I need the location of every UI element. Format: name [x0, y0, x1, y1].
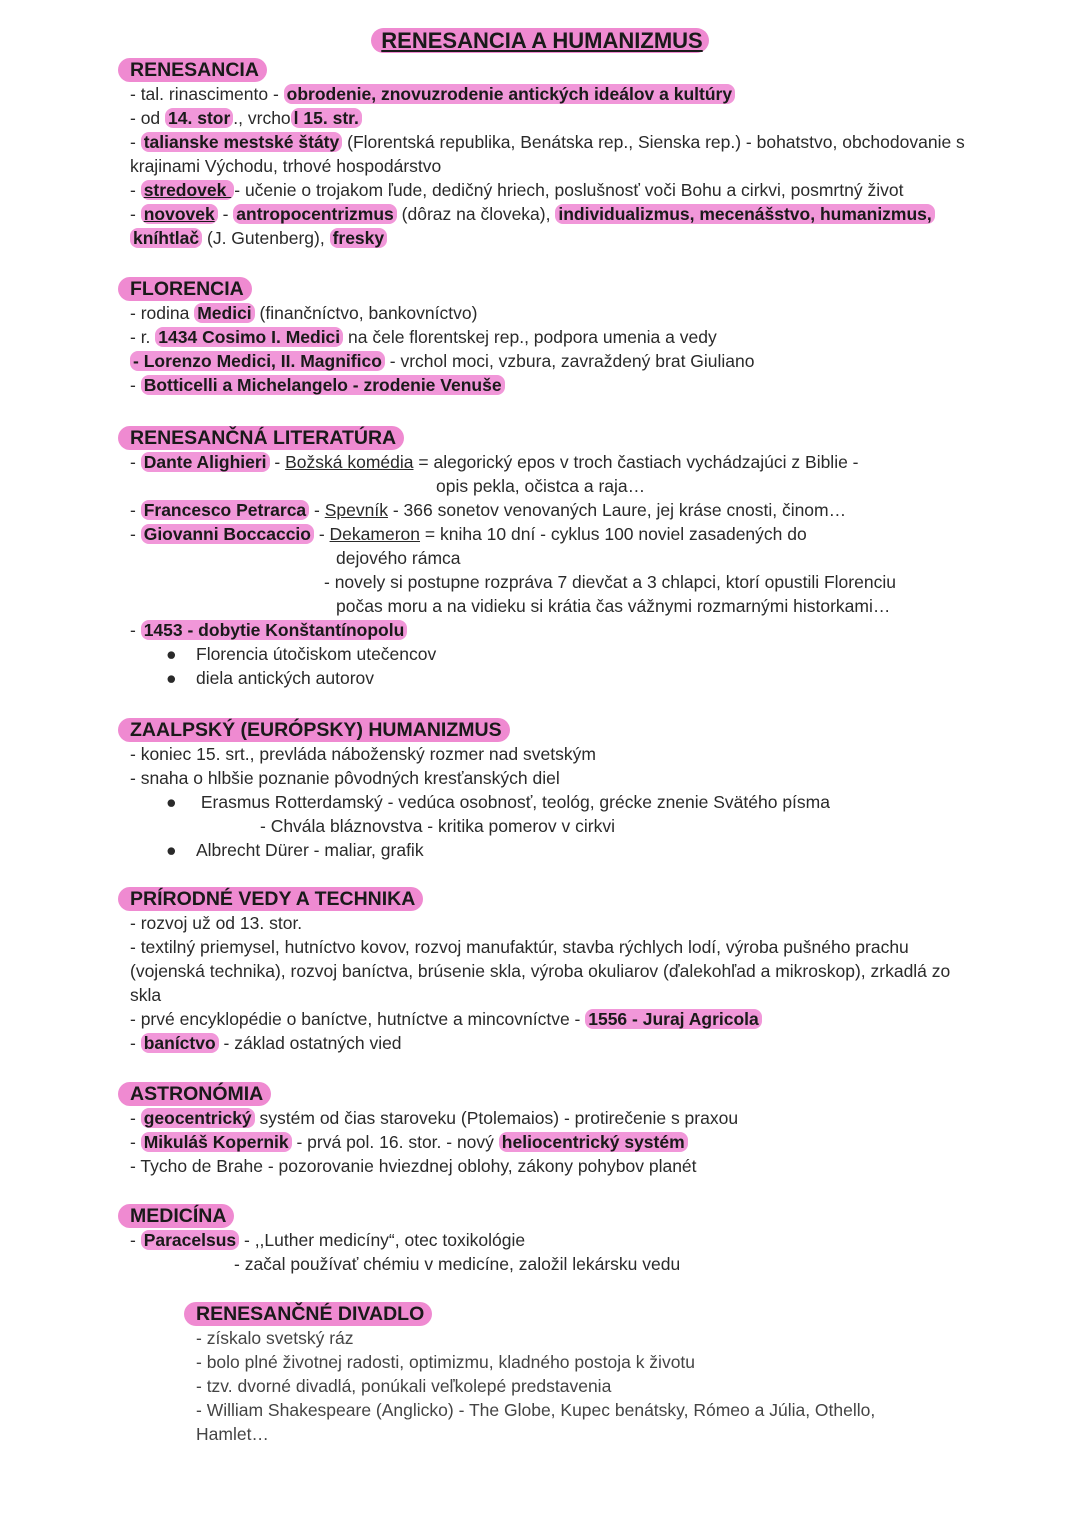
- text-line: - snaha o hlbšie poznanie pôvodných kresťanských diel: [130, 768, 560, 788]
- text-line: - tal. rinascimento - obrodenie, znovuzrodenie antických ideálov a kultúry: [130, 82, 970, 106]
- text-line: - Botticelli a Michelangelo - zrodenie Venuše: [130, 373, 970, 397]
- text-line: - prvé encyklopédie o baníctve, hutníctve a mincovníctve - 1556 - Juraj Agricola: [130, 1007, 970, 1031]
- list-item: ● Erasmus Rotterdamský - vedúca osobnosť, teológ, grécke znenie Svätého písma: [166, 792, 830, 812]
- section-heading: ZAALPSKÝ (EURÓPSKY) HUMANIZMUS: [118, 718, 510, 742]
- section-heading: ASTRONÓMIA: [118, 1082, 271, 1106]
- bullet-icon: ●: [166, 644, 177, 664]
- text-line: - talianske mestské štáty (Florentská republika, Benátska rep., Sienska rep.) - bohatstvo, obchodovanie s krajinami Východu, trhové hospodárstvo: [130, 132, 965, 176]
- text-line: počas moru a na vidieku si krátia čas vážnymi rozmarnými historkami…: [336, 596, 891, 616]
- section-heading: PRÍRODNÉ VEDY A TECHNIKA: [118, 887, 423, 911]
- bullet-icon: ●: [166, 792, 177, 812]
- text-line: - r. 1434 Cosimo I. Medici na čele florentskej rep., podpora umenia a vedy: [130, 327, 717, 347]
- text-line: - bolo plné životnej radosti, optimizmu, kladného postoja k životu: [196, 1352, 696, 1372]
- list-item: ● Albrecht Dürer - maliar, grafik: [166, 840, 424, 860]
- text-line: - od 14. stor ., vrcho l 15. str.: [130, 106, 970, 130]
- text-line: - novovek - antropocentrizmus (dôraz na človeka), individualizmus, mecenášstvo, humanizmus,: [130, 202, 970, 226]
- text-line: opis pekla, očistca a raja…: [436, 476, 646, 496]
- text-line: - rodina Medici (finančníctvo, bankovníctvo): [130, 303, 478, 323]
- section-heading: MEDICÍNA: [118, 1204, 234, 1228]
- section-renesancia: [130, 58, 970, 250]
- text-line: - rozvoj už od 13. stor.: [130, 913, 303, 933]
- text-line: - získalo svetský ráz: [196, 1328, 354, 1348]
- section-heading: RENESANČNÁ LITERATÚRA: [118, 426, 404, 450]
- text-line: - stredovek - učenie o trojakom ľude, dedičný hriech, poslušnosť voči Bohu a cirkvi, posmrtný život: [130, 180, 904, 200]
- text-line: - koniec 15. srt., prevláda náboženský rozmer nad svetským: [130, 744, 596, 764]
- text-line: - Tycho de Brahe - pozorovanie hviezdnej oblohy, zákony pohybov planét: [130, 1156, 697, 1176]
- section-medicina: [130, 1204, 970, 1276]
- section-heading: FLORENCIA: [118, 277, 252, 301]
- text-line: - Lorenzo Medici, II. Magnifico - vrchol moci, vzbura, zavraždený brat Giuliano: [130, 349, 970, 373]
- bullet-icon: ●: [166, 840, 177, 860]
- text-line: - William Shakespeare (Anglicko) - The Globe, Kupec benátsky, Rómeo a Júlia, Othello, Hamlet…: [196, 1400, 876, 1444]
- text-line: - Giovanni Boccaccio - Dekameron = kniha 10 dní - cyklus 100 noviel zasadených do: [130, 524, 807, 544]
- text-line: - tzv. dvorné divadlá, ponúkali veľkolepé predstavenia: [196, 1376, 612, 1396]
- section-humanizmus: [130, 718, 970, 862]
- bullet-icon: ●: [166, 668, 177, 688]
- text-line: - Paracelsus - ,,Luther medicíny“, otec toxikológie: [130, 1230, 526, 1250]
- text-line: - Francesco Petrarca - Spevník - 366 sonetov venovaných Laure, jej kráse cnosti, činom…: [130, 500, 847, 520]
- text-line: - textilný priemysel, hutníctvo kovov, rozvoj manufaktúr, stavba rýchlych lodí, výroba pušného prachu (vojenská technika), rozvoj baníctva, brúsenie skla, výroba okuliarov (ďalekohľad a mikroskop), zrkadlá zo skla: [130, 937, 951, 1005]
- text-line: - Chvála bláznovstva - kritika pomerov v cirkvi: [260, 816, 615, 836]
- text-line: kníhtlač (J. Gutenberg), fresky: [130, 226, 970, 250]
- section-vedy: [130, 887, 970, 1055]
- section-astronomia: [130, 1082, 970, 1178]
- text-line: - 1453 - dobytie Konštantínopolu: [130, 618, 970, 642]
- list-item: ● Florencia útočiskom utečencov: [166, 644, 437, 664]
- section-literatura: [130, 426, 970, 690]
- text-line: - začal používať chémiu v medicíne, založil lekársku vedu: [234, 1254, 681, 1274]
- section-heading: RENESANČNÉ DIVADLO: [184, 1302, 432, 1326]
- text-line: - Mikuláš Kopernik - prvá pol. 16. stor. - nový heliocentrický systém: [130, 1130, 970, 1154]
- section-heading: RENESANCIA: [118, 58, 267, 82]
- page-title: RENESANCIA A HUMANIZMUS: [0, 26, 1080, 56]
- text-line: - geocentrický systém od čias staroveku (Ptolemaios) - protirečenie s praxou: [130, 1108, 739, 1128]
- list-item: ● diela antických autorov: [166, 668, 375, 688]
- text-line: - baníctvo - základ ostatných vied: [130, 1033, 402, 1053]
- text-line: dejového rámca: [336, 548, 461, 568]
- section-florencia: [130, 277, 970, 397]
- section-divadlo: [196, 1302, 916, 1446]
- text-line: - novely si postupne rozpráva 7 dievčat a 3 chlapci, ktorí opustili Florenciu: [324, 572, 896, 592]
- text-line: - Dante Alighieri - Božská komédia = alegorický epos v troch častiach vychádzajúci z Biblie -: [130, 452, 859, 472]
